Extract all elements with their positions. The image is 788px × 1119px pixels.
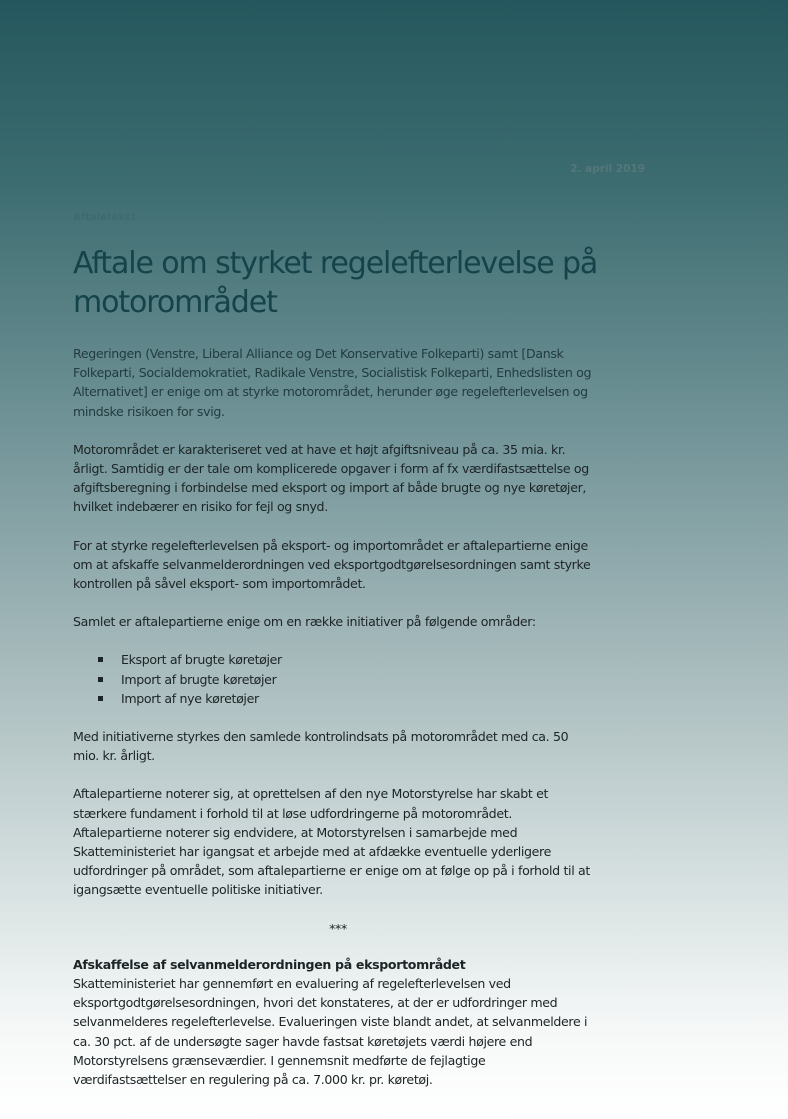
- initiative-list: [73, 650, 593, 708]
- list-item: Eksport af brugte køretøjer: [96, 650, 593, 669]
- list-item: Import af brugte køretøjer: [96, 670, 593, 689]
- body-paragraph: Samlet er aftalepartierne enige om en række initiativer på følgende områder:: [73, 614, 536, 630]
- section-separator: ***: [329, 920, 347, 936]
- document-kicker: Aftaletekst: [73, 212, 136, 223]
- document-title: Aftale om styrket regelefterlevelse på motorområdet: [73, 246, 598, 320]
- intro-paragraph: Regeringen (Venstre, Liberal Alliance og Det Konservative Folkeparti) samt [Dansk Folkeparti, Socialdemokratiet, Radikale Venstre, Socialistisk Folkeparti, Enhedslisten og Alternativet] er enige om at styrke motorområdet, herunder øge regelefterlevelsen og mindske risikoen for svig.: [73, 346, 592, 419]
- body-paragraph: Motorområdet er karakteriseret ved at have et højt afgiftsniveau på ca. 35 mia. kr. årligt. Samtidig er der tale om komplicerede opgaver i form af fx værdifastsættelse og afgiftsberegning i forbindelse med eksport og import af både brugte og nye køretøjer, hvilket indebærer en risiko for fejl og snyd.: [73, 441, 589, 515]
- body-paragraph: For at styrke regelefterlevelsen på eksport- og importområdet er aftalepartierne enige om at afskaffe selvanmelderordningen ved eksportgodtgørelsesordningen samt styrke kontrollen på såvel eksport- som importområdet.: [73, 537, 591, 592]
- list-item: Import af nye køretøjer: [96, 689, 593, 708]
- section-paragraph: Skatteministeriet har gennemført en evaluering af regelefterlevelsen ved eksportgodtgørelsesordningen, hvori det konstateres, at der er udfordringer med selvanmelderes regelefterlevelse. Evalueringen viste blandt andet, at selvanmeldere i ca. 30 pct. af de undersøgte sager havde fastsat køretøjets værdi højere end Motorstyrelsens grænseværdier. I gennemsnit medførte de fejlagtige værdifastsættelser en regulering på ca. 7.000 kr. pr. køretøj.: [73, 976, 588, 1088]
- body-paragraph: Med initiativerne styrkes den samlede kontrolindsats på motorområdet med ca. 50 mio. kr. årligt.: [73, 729, 569, 764]
- document-date: 2. april 2019: [570, 163, 645, 175]
- document-body: [73, 344, 593, 1108]
- body-paragraph: Aftalepartierne noterer sig, at oprettelsen af den nye Motorstyrelse har skabt et stærkere fundament i forhold til at løse udfordringerne på motorområdet. Aftalepartierne noterer sig endvidere, at Motorstyrelsen i samarbejde med Skatteministeriet har igangsat et arbejde med at afdække eventuelle yderligere udfordringer på området, som aftalepartierne er enige om at følge op på i forhold til at igangsætte eventuelle politiske initiativer.: [73, 786, 590, 898]
- section-heading: Afskaffelse af selvanmelderordningen på eksportområdet: [73, 956, 466, 972]
